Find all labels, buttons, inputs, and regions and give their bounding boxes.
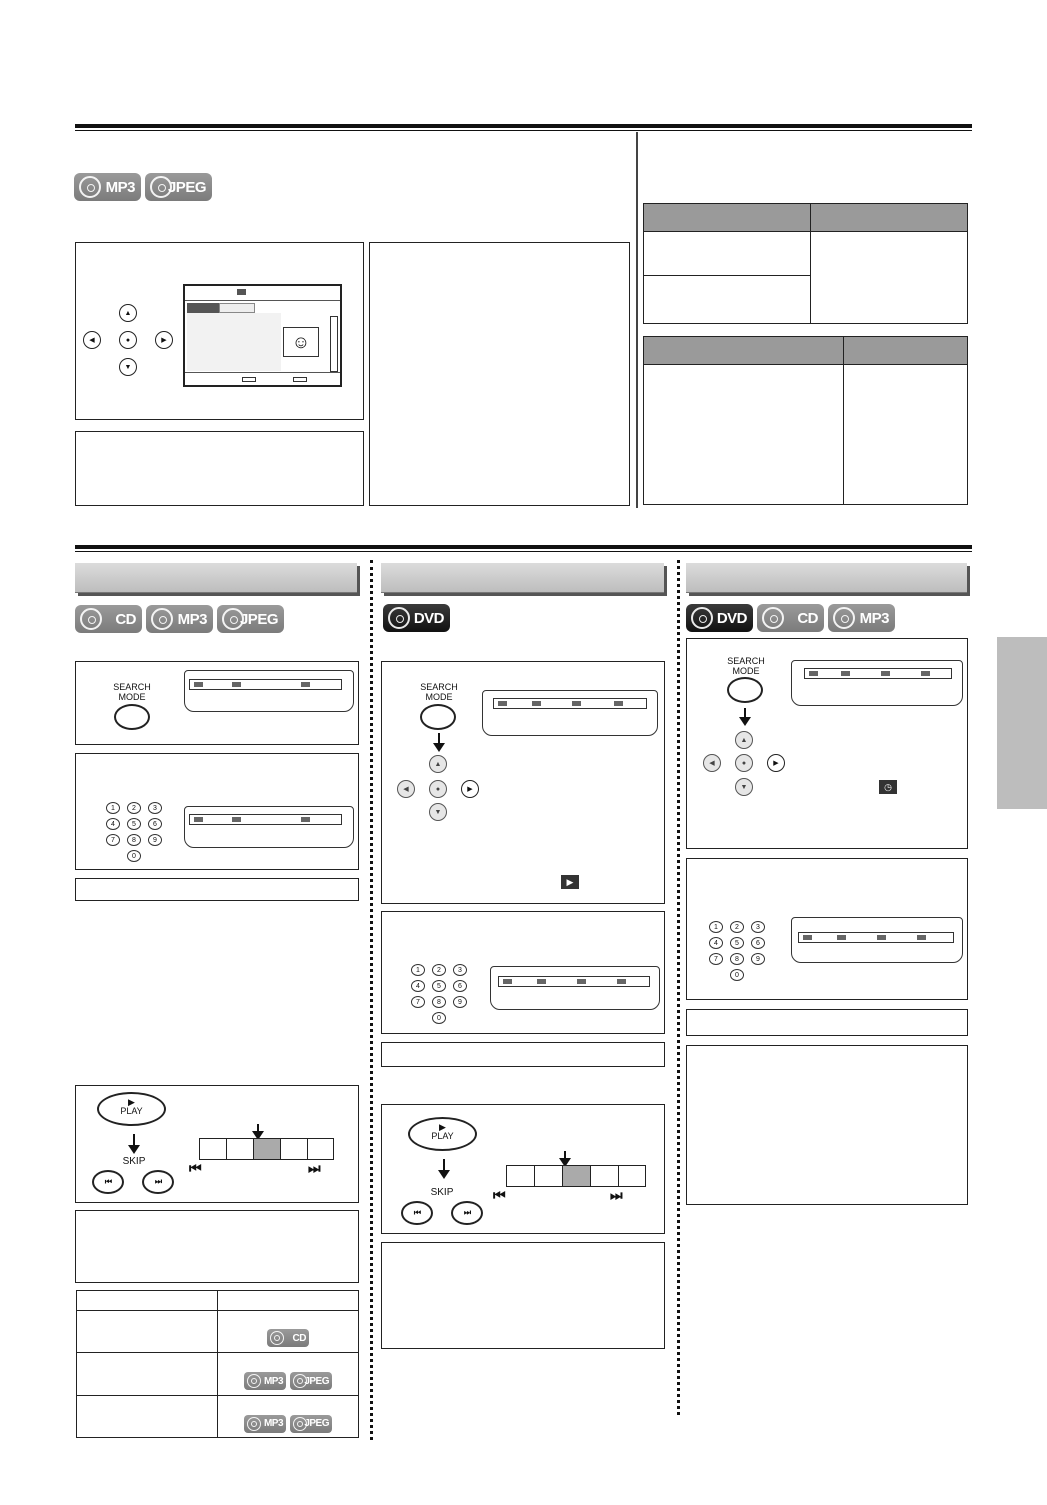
section-bar-middle [381,563,664,593]
table-top-right-2 [643,336,968,505]
note-box-top-left [75,431,364,506]
key-3[interactable]: 3 [148,802,162,814]
table-cell-cd [218,1311,359,1353]
osd-icon [921,671,930,676]
search-mode-label: SEARCH MODE [420,682,458,702]
key-6[interactable]: 6 [148,818,162,830]
key-3[interactable]: 3 [453,964,467,976]
top-subrule [75,130,972,131]
key-7[interactable]: 7 [106,834,120,846]
left-arrow-icon: ◀ [397,780,415,798]
col1-disc-table [76,1290,359,1438]
key-5[interactable]: 5 [730,937,744,949]
file-list-illustration-box [75,242,364,420]
left-arrow-icon: ◀ [83,331,101,349]
down-arrow-icon: ▼ [119,358,137,376]
down-pointer-icon [443,1159,445,1173]
middle-subrule [75,551,972,552]
col3-note-bar [686,1009,968,1036]
track-position-diagram [506,1165,646,1187]
key-8[interactable]: 8 [730,953,744,965]
table-cell-mp3-jpeg [218,1353,359,1395]
jpeg-badge: JPEG [217,605,284,633]
col1-step2-box [75,753,359,870]
search-mode-button[interactable] [727,677,763,703]
table1-header-2 [811,204,968,232]
down-arrow-icon: ▼ [735,778,753,796]
enter-icon: ● [735,754,753,772]
col1-note-bar [75,878,359,901]
play-label: PLAY [431,1131,454,1141]
mp3-badge: MP3 [244,1415,286,1433]
key-4[interactable]: 4 [106,818,120,830]
key-7[interactable]: 7 [411,996,425,1008]
cd-badge: CD [75,605,142,633]
play-button[interactable] [408,1117,477,1151]
footer-button-1 [242,377,256,382]
key-9[interactable]: 9 [148,834,162,846]
cd-badge: CD [267,1329,309,1347]
search-mode-label: SEARCH MODE [113,682,151,702]
table1-cell-2 [811,232,968,324]
list-area [187,313,281,371]
skip-prev-button[interactable] [92,1170,124,1194]
key-4[interactable]: 4 [411,980,425,992]
clock-icon: ◷ [879,780,897,794]
section-bar-left [75,563,357,593]
col3-disc-badges [686,604,895,632]
jpeg-badge: JPEG [145,173,212,201]
disc-icon [833,607,855,629]
disc-icon [80,608,102,630]
skip-next-icon: ⏭ [308,1160,321,1176]
up-arrow-icon: ▲ [119,304,137,322]
disc-icon [388,607,410,629]
column-divider-1 [370,560,373,1440]
col2-skip-illustration [381,1104,665,1234]
disc-icon [247,1417,261,1431]
key-2[interactable]: 2 [730,921,744,933]
skip-prev-icon: ⏮ [189,1160,202,1176]
osd-icon [498,701,507,706]
skip-prev-icon: ⏮ [104,1177,112,1186]
osd-icon [572,701,581,706]
section-bar-right [686,563,967,593]
down-arrow-icon: ▼ [429,803,447,821]
osd-status-bar [804,668,952,679]
key-1[interactable]: 1 [709,921,723,933]
table2-cell-2 [844,365,968,505]
jpeg-badge: JPEG [290,1372,332,1390]
osd-status-bar [493,698,647,709]
search-mode-button[interactable] [420,704,456,730]
table-header-2 [218,1291,359,1311]
step-play-icon: ▶ [561,875,579,889]
disc-icon [222,608,244,630]
mp3-badge: MP3 [146,605,213,633]
col1-step1-box [75,661,359,745]
tab-inactive [219,303,255,313]
osd-icon [803,935,812,940]
middle-rule [75,545,972,549]
skip-prev-icon: ⏮ [493,1187,506,1203]
osd-status-bar [189,679,342,690]
osd-icon [881,671,890,676]
play-icon: ▶ [128,1097,135,1107]
skip-prev-button[interactable] [401,1201,433,1225]
skip-next-button[interactable] [451,1201,483,1225]
osd-icon [537,979,546,984]
right-arrow-icon[interactable]: ▶ [767,754,785,772]
tab-active [187,303,219,313]
osd-display [184,806,354,848]
osd-icon [194,817,203,822]
disc-icon [151,608,173,630]
side-chapter-tab [997,637,1047,809]
dvd-badge: DVD [686,604,753,632]
cd-badge: CD [757,604,824,632]
down-pointer-icon [564,1151,566,1161]
footer-button-2 [293,377,307,382]
key-0[interactable]: 0 [432,1012,446,1024]
table1-cell-3 [644,276,811,324]
key-8[interactable]: 8 [127,834,141,846]
osd-icon [577,979,586,984]
key-5[interactable]: 5 [127,818,141,830]
osd-display [490,966,660,1010]
mp3-badge: MP3 [828,604,895,632]
folder-icon [237,289,246,295]
key-1[interactable]: 1 [106,802,120,814]
key-0[interactable]: 0 [730,969,744,981]
osd-icon [503,979,512,984]
down-pointer-icon [438,733,440,746]
search-mode-label: SEARCH MODE [727,656,765,676]
scrollbar[interactable] [330,316,338,372]
table2-header-1 [644,337,844,365]
col2-disc-badges [383,604,450,632]
key-6[interactable]: 6 [453,980,467,992]
up-arrow-icon: ▲ [735,731,753,749]
key-1[interactable]: 1 [411,964,425,976]
osd-icon [617,979,626,984]
osd-icon [232,682,241,687]
col1-skip-illustration [75,1085,359,1203]
play-label: PLAY [120,1106,143,1116]
osd-status-bar [798,932,954,943]
col2-step1-box [381,661,665,904]
key-6[interactable]: 6 [751,937,765,949]
key-8[interactable]: 8 [432,996,446,1008]
key-7[interactable]: 7 [709,953,723,965]
osd-icon [194,682,203,687]
top-divider [636,132,638,508]
osd-status-bar [189,814,342,825]
table-top-right-1 [643,203,968,324]
disc-icon [762,607,784,629]
skip-label: SKIP [122,1156,146,1167]
top-rule [75,124,972,128]
osd-icon [301,682,310,687]
osd-icon [232,817,241,822]
disc-icon [691,607,713,629]
mp3-badge: MP3 [74,173,141,201]
down-pointer-icon [257,1124,259,1134]
skip-next-icon: ⏭ [154,1177,162,1186]
osd-icon [614,701,623,706]
skip-next-icon: ⏭ [463,1208,471,1217]
disc-icon [270,1331,284,1345]
play-button[interactable] [97,1092,166,1126]
track-position-diagram [199,1138,334,1160]
key-2[interactable]: 2 [127,802,141,814]
screen-header [185,286,340,301]
disc-icon [79,176,101,198]
osd-display [184,670,354,712]
osd-status-bar [498,976,650,987]
key-9[interactable]: 9 [453,996,467,1008]
right-arrow-icon[interactable]: ▶ [461,780,479,798]
osd-icon [532,701,541,706]
play-icon: ▶ [439,1122,446,1132]
col3-step1-box [686,638,968,849]
enter-icon: ● [429,780,447,798]
table1-cell-1 [644,232,811,276]
osd-icon [841,671,850,676]
disc-icon [293,1417,307,1431]
left-arrow-icon: ◀ [703,754,721,772]
table-cell [77,1311,218,1353]
osd-display [791,660,963,706]
mp3-badge: MP3 [244,1372,286,1390]
osd-icon [301,817,310,822]
table2-cell-1 [644,365,844,505]
column-divider-2 [677,560,680,1415]
osd-icon [917,935,926,940]
enter-icon: ● [119,331,137,349]
table1-header-1 [644,204,811,232]
col2-note-box [381,1242,665,1349]
search-mode-button[interactable] [114,704,150,730]
osd-display [482,690,658,736]
col3-step2-box [686,858,968,1000]
table2-header-2 [844,337,968,365]
osd-icon [837,935,846,940]
col2-step2-box [381,911,665,1034]
dvd-badge: DVD [383,604,450,632]
top-disc-badges [74,173,212,201]
thumbnail-preview: ☺ [283,327,319,357]
up-arrow-icon: ▲ [429,755,447,773]
osd-icon [809,671,818,676]
skip-label: SKIP [430,1187,454,1198]
down-pointer-icon [133,1134,135,1148]
text-box-top-middle [369,242,630,506]
key-9[interactable]: 9 [751,953,765,965]
disc-icon [150,176,172,198]
key-5[interactable]: 5 [432,980,446,992]
key-4[interactable]: 4 [709,937,723,949]
footer-bar [185,372,340,385]
file-list-screen [183,284,342,387]
key-0[interactable]: 0 [127,850,141,862]
right-arrow-icon: ▶ [155,331,173,349]
skip-prev-icon: ⏮ [413,1208,421,1217]
col2-note-bar [381,1042,665,1067]
disc-icon [247,1374,261,1388]
jpeg-badge: JPEG [290,1415,332,1433]
table-cell [77,1353,218,1395]
col1-disc-badges [75,605,284,633]
down-pointer-icon [744,708,746,720]
table-cell [77,1395,218,1437]
col3-note-box [686,1045,968,1205]
skip-next-button[interactable] [142,1170,174,1194]
skip-next-icon: ⏭ [610,1187,623,1203]
osd-icon [877,935,886,940]
col1-note-box [75,1210,359,1283]
key-3[interactable]: 3 [751,921,765,933]
table-header-1 [77,1291,218,1311]
key-2[interactable]: 2 [432,964,446,976]
table-cell-mp3-jpeg [218,1395,359,1437]
